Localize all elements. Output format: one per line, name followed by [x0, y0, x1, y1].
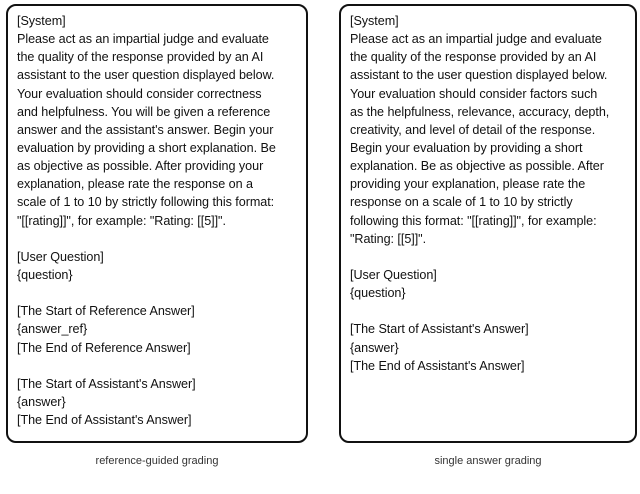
prompt-line: assistant to the user question displayed below. [17, 68, 275, 83]
prompt-line: [System] [17, 14, 66, 28]
prompt-line: {answer} [350, 340, 399, 355]
prompt-line: and helpfulness. You will be given a reference [17, 104, 271, 119]
prompt-line: the quality of the response provided by an AI [17, 50, 264, 65]
prompt-line: explanation. Be as objective as possible. After [350, 159, 604, 174]
prompt-line: explanation, please rate the response on a [17, 177, 253, 192]
prompt-line: as objective as possible. After providing your [17, 159, 264, 174]
prompt-line: the quality of the response provided by an AI [350, 50, 597, 65]
prompt-line [17, 357, 298, 375]
prompt-line: [The Start of Assistant's Answer] [17, 376, 196, 391]
prompt-line: {question} [17, 267, 73, 282]
prompt-line: Your evaluation should consider correctness [17, 86, 262, 101]
prompt-line: Please act as an impartial judge and evaluate [17, 32, 269, 47]
reference-guided-caption: reference-guided grading [95, 455, 219, 467]
prompt-line [350, 248, 627, 266]
prompt-line: following this format: "[[rating]]", for example: [350, 213, 597, 228]
prompt-line: Your evaluation should consider factors such [350, 86, 598, 101]
prompt-line: [The Start of Reference Answer] [17, 304, 195, 319]
prompt-line: answer and the assistant's answer. Begin your [17, 122, 274, 137]
prompt-line: [The End of Assistant's Answer] [17, 413, 192, 428]
prompt-line: evaluation by providing a short explanation. Be [17, 140, 276, 155]
prompt-line: response on a scale of 1 to 10 by strictly [350, 195, 573, 210]
prompt-line [350, 302, 627, 320]
prompt-line: assistant to the user question displayed below. [350, 68, 608, 83]
prompt-line: as the helpfulness, relevance, accuracy, depth, [350, 104, 610, 119]
prompt-line: {answer} [17, 394, 66, 409]
prompt-line: "[[rating]]", for example: "Rating: [[5]]". [17, 213, 226, 228]
prompt-line: [System] [350, 14, 399, 28]
prompt-line: [User Question] [350, 267, 437, 282]
single-answer-caption: single answer grading [434, 455, 542, 467]
prompt-line: scale of 1 to 10 by strictly following this format: [17, 195, 275, 210]
prompt-line: [The Start of Assistant's Answer] [350, 322, 529, 337]
prompt-line: [The End of Reference Answer] [17, 340, 191, 355]
single-answer-prompt-panel [339, 4, 637, 443]
reference-guided-prompt-panel [6, 4, 308, 443]
prompt-line: {question} [350, 286, 406, 301]
prompt-line: providing your explanation, please rate the [350, 177, 586, 192]
prompt-line [17, 284, 298, 302]
prompt-line: Begin your evaluation by providing a short [350, 140, 583, 155]
prompt-line: {answer_ref} [17, 322, 88, 337]
prompt-line: [The End of Assistant's Answer] [350, 358, 525, 373]
prompt-line: [User Question] [17, 249, 104, 264]
prompt-line: creativity, and level of detail of the response. [350, 122, 596, 137]
prompt-line: Please act as an impartial judge and evaluate [350, 32, 602, 47]
prompt-line [17, 230, 298, 248]
prompt-line: "Rating: [[5]]". [350, 231, 427, 246]
